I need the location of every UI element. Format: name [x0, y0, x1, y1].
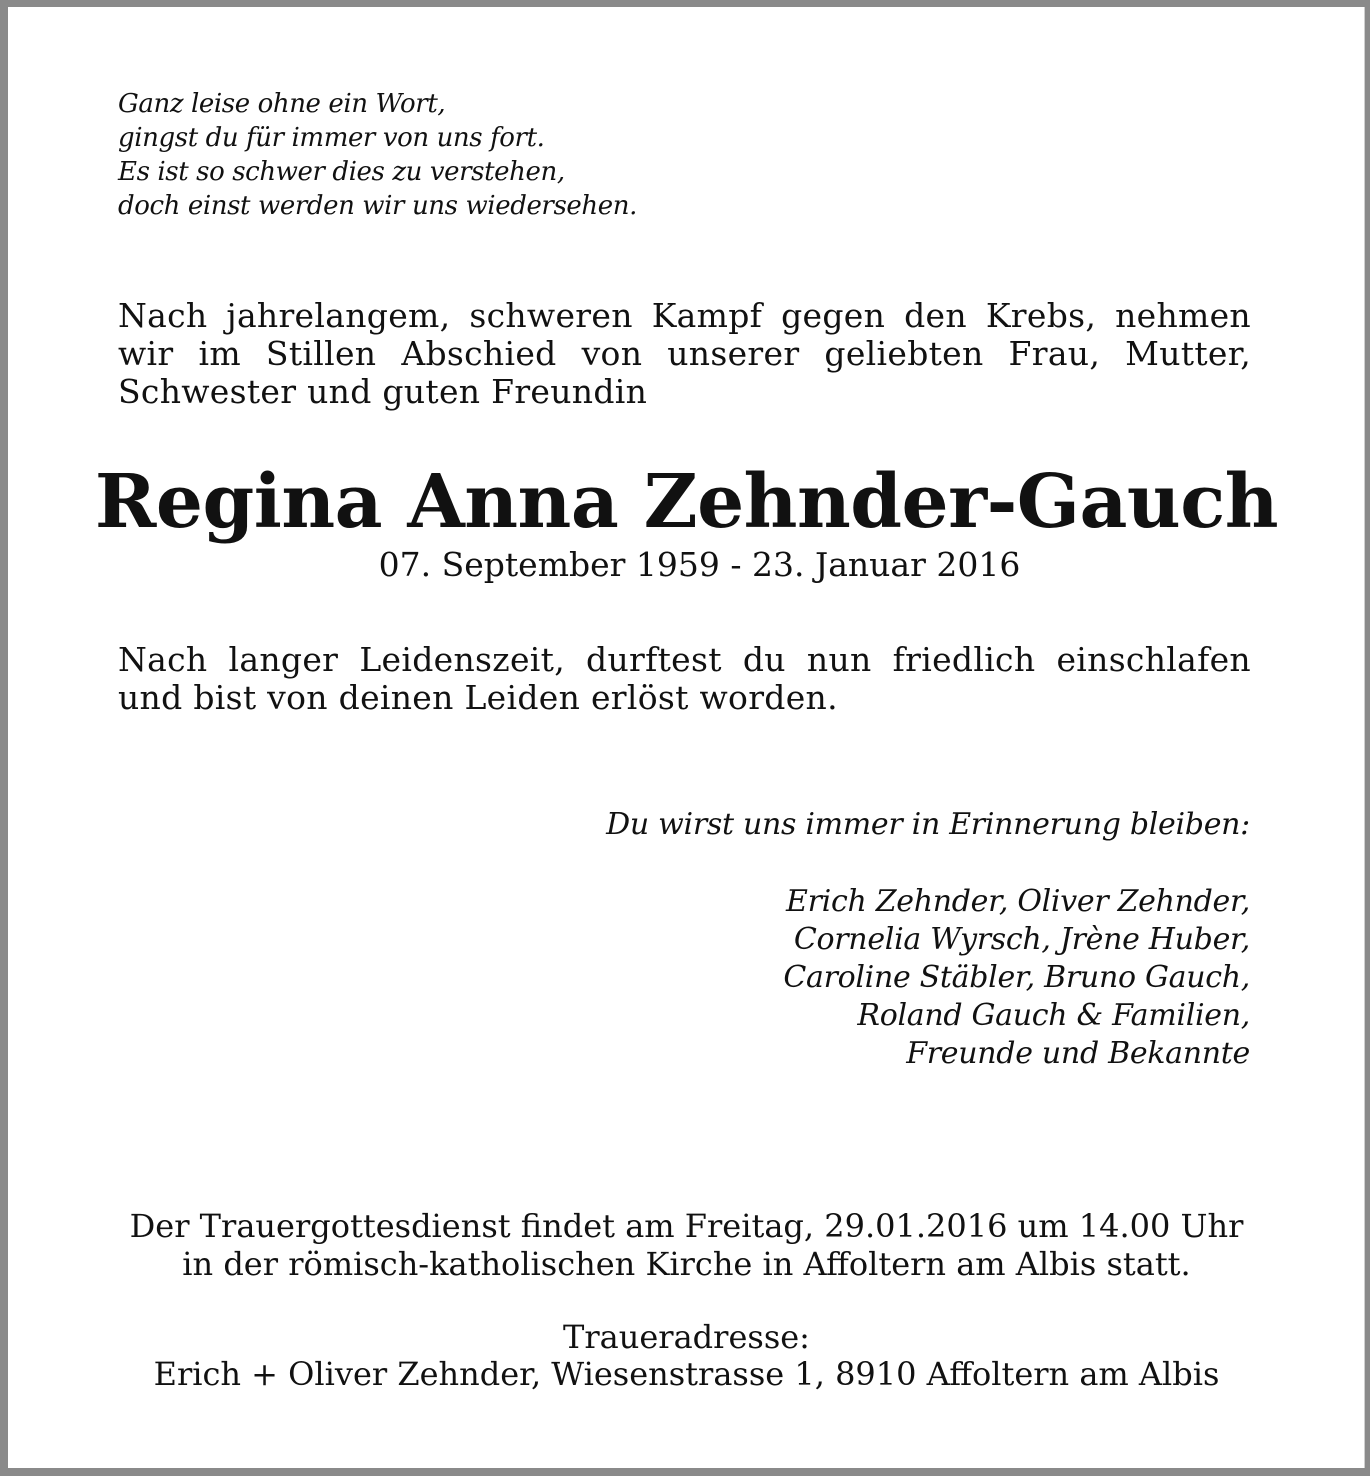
passage-text: Nach langer Leidenszeit, durftest du nun friedlich einschlafen und bist von deinen Leiden erlöst worden.	[118, 640, 1251, 717]
mourner-line: Erich Zehnder, Oliver Zehnder,	[786, 884, 1250, 919]
poem	[118, 87, 1251, 223]
mourners-list	[783, 883, 1250, 1073]
service-info	[8, 1207, 1365, 1283]
mourner-line: Caroline Stäbler, Bruno Gauch,	[783, 960, 1250, 995]
mourner-line: Roland Gauch & Familien,	[857, 998, 1250, 1033]
address-value: Erich + Oliver Zehnder, Wiesenstrasse 1, 8910 Affoltern am Albis	[153, 1355, 1220, 1393]
poem-line: gingst du für immer von uns fort.	[118, 123, 545, 153]
service-line: in der römisch-katholischen Kirche in Affoltern am Albis statt.	[182, 1245, 1191, 1283]
deceased-name: Regina Anna Zehnder-Gauch	[94, 459, 1279, 545]
obituary-page	[8, 7, 1365, 1468]
life-dates: 07. September 1959 - 23. Januar 2016	[378, 545, 1021, 584]
poem-line: doch einst werden wir uns wiedersehen.	[118, 191, 637, 221]
poem-line: Ganz leise ohne ein Wort,	[118, 89, 446, 119]
mourner-line: Freunde und Bekannte	[906, 1036, 1250, 1071]
intro-text: Nach jahrelangem, schweren Kampf gegen den Krebs, nehmen wir im Stillen Abschied von unserer geliebten Frau, Mutter, Schwester und guten Freundin	[118, 296, 1251, 411]
memory-line: Du wirst uns immer in Erinnerung bleiben:	[606, 807, 1250, 842]
service-line: Der Trauergottesdienst findet am Freitag, 29.01.2016 um 14.00 Uhr	[129, 1207, 1244, 1245]
mourning-address	[8, 1319, 1365, 1393]
mourner-line: Cornelia Wyrsch, Jrène Huber,	[793, 922, 1250, 957]
poem-line: Es ist so schwer dies zu verstehen,	[118, 157, 565, 187]
address-label: Traueradresse:	[563, 1318, 810, 1356]
